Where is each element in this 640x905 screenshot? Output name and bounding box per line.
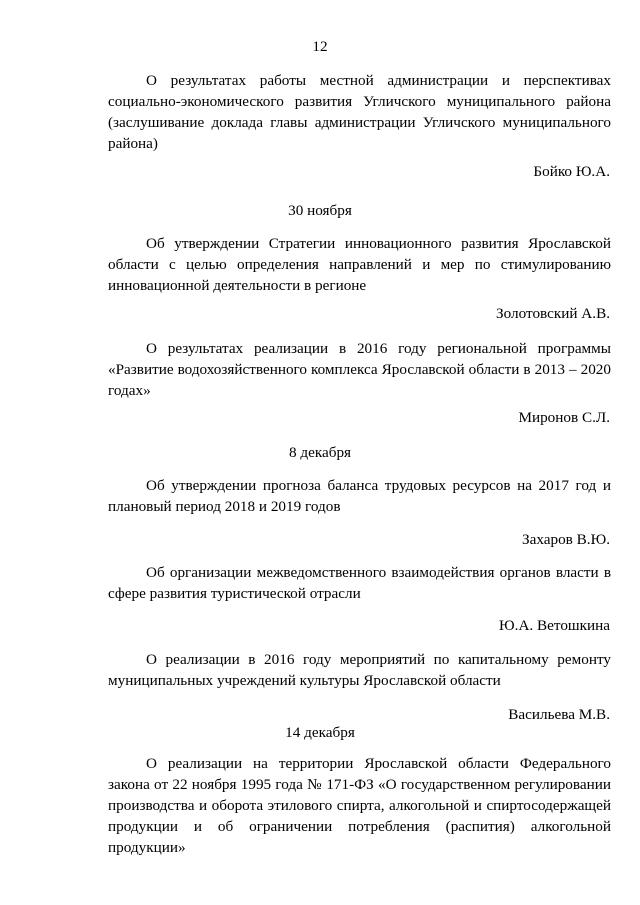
agenda-item-text: О результатах работы местной администрации и перспективах социально-экономического развития Угличского муниципального района (заслушивание доклада главы администрации Угличского муниципального района) [108,72,611,152]
agenda-item-text: Об организации межведомственного взаимодействия органов власти в сфере развития туристической отрасли [108,564,611,602]
speaker-name: Миронов С.Л. [518,409,610,426]
agenda-date: 8 декабря [288,444,352,461]
agenda-item-text: О реализации в 2016 году мероприятий по капитальному ремонту муниципальных учреждений культуры Ярославской области [108,651,611,689]
agenda-item-text: О результатах реализации в 2016 году региональной программы «Развитие водохозяйственного комплекса Ярославской области в 2013 – 2020 годах» [108,340,611,399]
agenda-date: 30 ноября [288,202,352,219]
agenda-item-text: Об утверждении Стратегии инновационного развития Ярославской области с целью определения направлений и мер по стимулированию инновационной деятельности в регионе [108,235,611,294]
speaker-name: Васильева М.В. [508,706,610,723]
agenda-item-text: Об утверждении прогноза баланса трудовых ресурсов на 2017 год и плановый период 2018 и 2019 годов [108,477,611,515]
speaker-name: Ю.А. Ветошкина [499,617,610,634]
agenda-item-text: О реализации на территории Ярославской области Федерального закона от 22 ноября 1995 года № 171-ФЗ «О государственном регулировании производства и оборота этилового спирта, алкогольной и спиртосодержащей продукции и об ограничении потребления (распития) алкогольной продукции» [108,755,611,856]
speaker-name: Бойко Ю.А. [533,163,610,180]
page-number: 12 [312,38,328,55]
agenda-date: 14 декабря [285,724,355,741]
speaker-name: Золотовский А.В. [496,305,610,322]
speaker-name: Захаров В.Ю. [522,531,610,548]
